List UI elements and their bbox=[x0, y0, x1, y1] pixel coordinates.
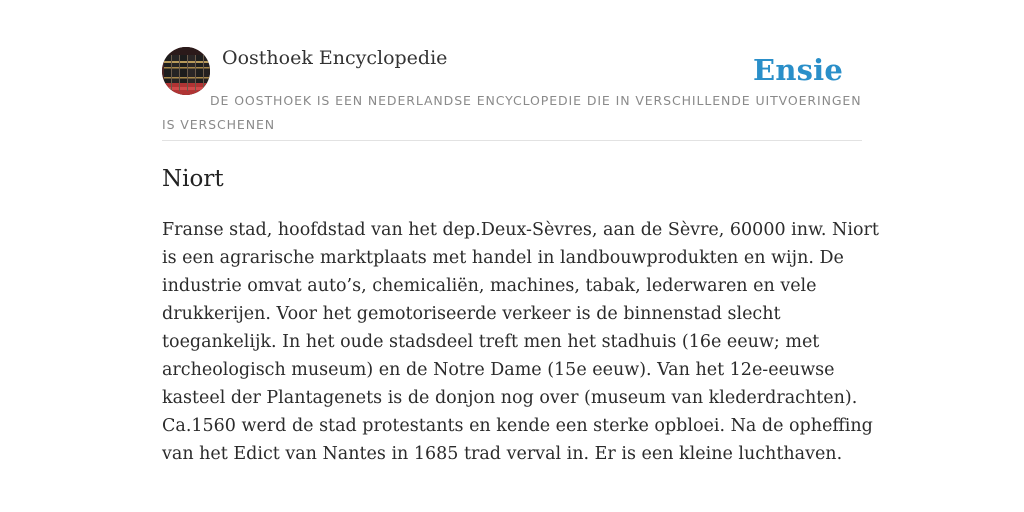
article-line: van het Edict van Nantes in 1685 trad verval in. Er is een kleine luchthaven. bbox=[162, 444, 843, 464]
article-title: Niort bbox=[162, 166, 224, 192]
article-line: Ca.1560 werd de stad protestants en kende een sterke opbloei. Na de opheffing bbox=[162, 416, 873, 436]
article-body bbox=[162, 216, 879, 468]
article-line: drukkerijen. Voor het gemotoriseerde verkeer is de binnenstad slecht bbox=[162, 304, 781, 324]
source-header bbox=[162, 46, 862, 141]
article-line: industrie omvat auto’s, chemicaliën, machines, tabak, lederwaren en vele bbox=[162, 276, 817, 296]
source-title-link[interactable]: Oosthoek Encyclopedie bbox=[222, 47, 448, 69]
encyclopedia-books-icon[interactable] bbox=[162, 47, 210, 95]
article-line: archeologisch museum) en de Notre Dame (15e eeuw). Van het 12e-eeuwse bbox=[162, 360, 835, 380]
ensie-logo-link[interactable]: Ensie bbox=[753, 53, 843, 87]
article-line: kasteel der Plantagenets is de donjon nog over (museum van klederdrachten). bbox=[162, 388, 858, 408]
article-line: Franse stad, hoofdstad van het dep.Deux-Sèvres, aan de Sèvre, 60000 inw. Niort bbox=[162, 220, 879, 240]
source-tagline: DE OOSTHOEK IS EEN NEDERLANDSE ENCYCLOPEDIE DIE IN VERSCHILLENDE UITVOERINGEN IS VERSCHENEN bbox=[162, 93, 862, 132]
article-line: is een agrarische marktplaats met handel in landbouwprodukten en wijn. De bbox=[162, 248, 844, 268]
article-line: toegankelijk. In het oude stadsdeel treft men het stadhuis (16e eeuw; met bbox=[162, 332, 820, 352]
